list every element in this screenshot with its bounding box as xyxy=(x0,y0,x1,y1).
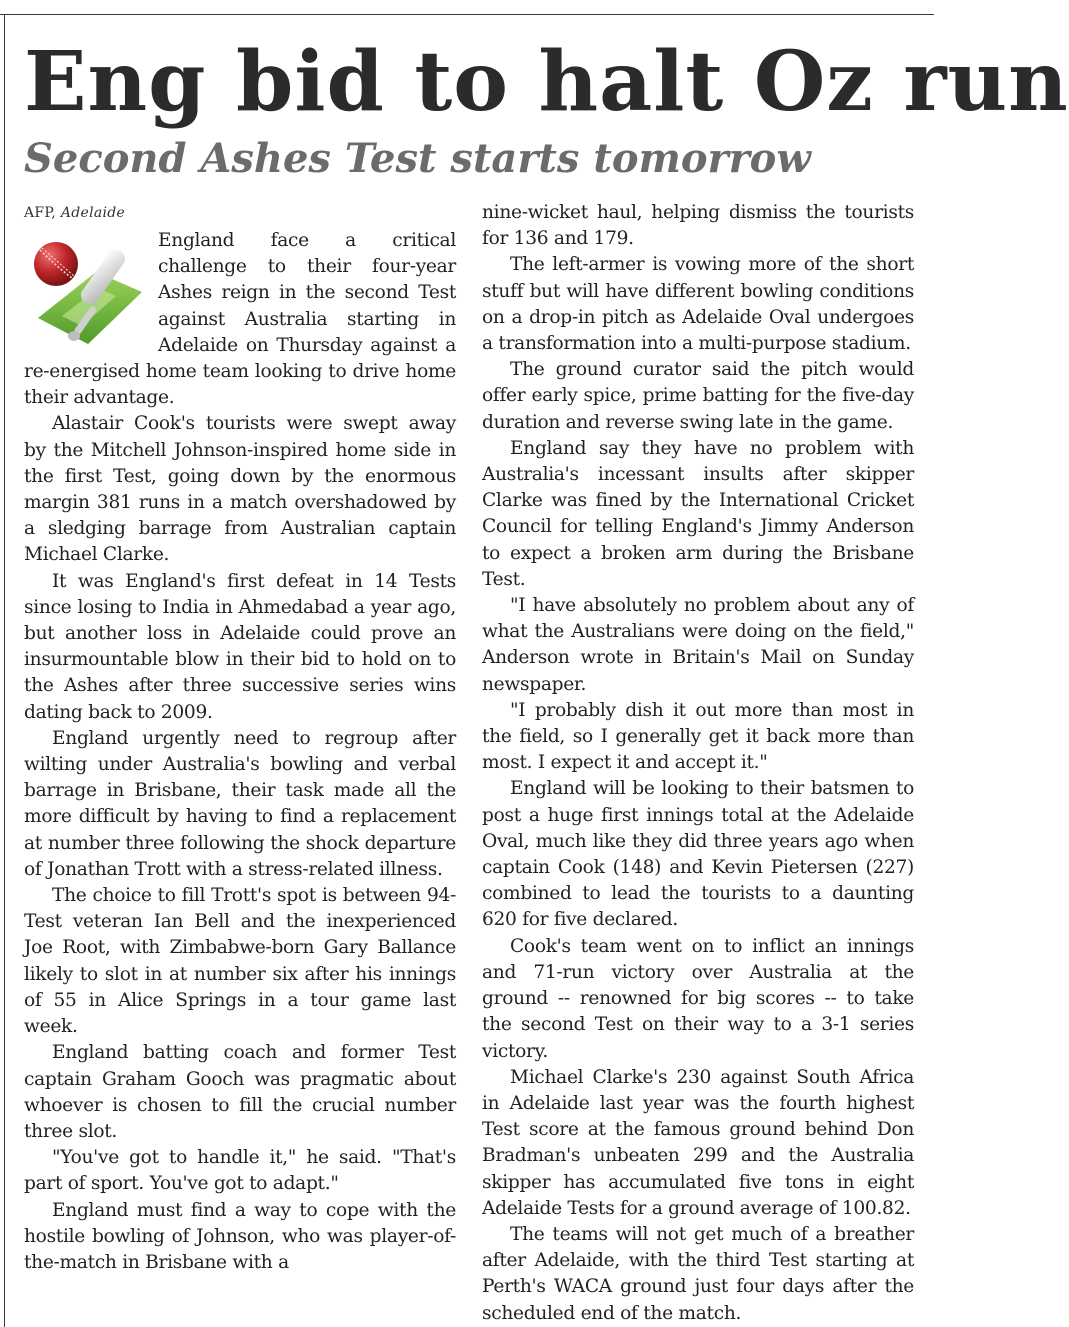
article-paragraph: "You've got to handle it," he said. "That's part of sport. You've got to adapt." xyxy=(24,1147,456,1195)
cricket-ball-bat-icon xyxy=(24,232,148,352)
article-paragraph: England must find a way to cope with the hostile bowling of Johnson, who was player-of-the-match in Brisbane with a xyxy=(24,1199,456,1273)
headline: Eng bid to halt Oz run xyxy=(24,34,1069,130)
article-paragraph: Michael Clarke's 230 against South Africa in Adelaide last year was the fourth highest Test score at the famous ground behind Don Bradman's unbeaten 299 and the Australia skipper has accumulated five tons in eight Adelaide Tests for a ground average of 100.82. xyxy=(482,1066,914,1219)
article-paragraph: "I probably dish it out more than most in the field, so I generally get it back more than most. I expect it and accept it." xyxy=(482,699,914,774)
byline xyxy=(24,200,456,226)
article-paragraph-continuation: nine-wicket haul, helping dismiss the tourists for 136 and 179. xyxy=(482,202,914,250)
byline-dateline: Adelaide xyxy=(60,205,126,221)
cricket-ball-shape xyxy=(34,242,78,286)
subheadline: Second Ashes Test starts tomorrow xyxy=(24,135,811,182)
article-paragraph: The teams will not get much of a breather after Adelaide, with the third Test starting at Perth's WACA ground just four days after the scheduled end of the match. xyxy=(482,1223,914,1324)
article-paragraph: Alastair Cook's tourists were swept away by the Mitchell Johnson-inspired home side in the first Test, going down by the enormous margin 381 runs in a match overshadowed by a sledging barrage from Australian captain Michael Clarke. xyxy=(24,413,456,566)
article-paragraph: England batting coach and former Test captain Graham Gooch was pragmatic about whoever is chosen to fill the crucial number three slot. xyxy=(24,1042,456,1142)
article-paragraph: It was England's first defeat in 14 Tests since losing to India in Ahmedabad a year ago, but another loss in Adelaide could prove an insurmountable blow in their bid to hold on to the Ashes after three successive series wins dating back to 2009. xyxy=(24,570,456,723)
article-paragraph: England will be looking to their batsmen to post a huge first innings total at the Adelaide Oval, much like they did three years ago when captain Cook (148) and Kevin Pietersen (227) combined to lead the tourists to a daunting 620 for five declared. xyxy=(482,778,914,931)
top-border-rule xyxy=(0,14,934,15)
article-paragraph: England urgently need to regroup after wilting under Australia's bowling and verbal barrage in Brisbane, their task made all the more difficult by having to find a replacement at number three following the shock departure of Jonathan Trott with a stress-related illness. xyxy=(24,727,456,880)
article-paragraph: "I have absolutely no problem about any of what the Australians were doing on the field," Anderson wrote in Britain's Mail on Sunday newspaper. xyxy=(482,595,914,695)
left-border-rule xyxy=(4,14,5,1327)
byline-agency: AFP, xyxy=(24,205,57,221)
article-paragraph: The ground curator said the pitch would offer early spice, prime batting for the five-day duration and reverse swing late in the game. xyxy=(482,359,914,433)
article-paragraph: England face a critical challenge to their four-year Ashes reign in the second Test against Australia starting in Adelaide on Thursday against a re-energised home team looking to drive home their advantage. xyxy=(24,230,456,409)
article-paragraph: England say they have no problem with Australia's incessant insults after skipper Clarke was fined by the International Cricket Council for telling England's Jimmy Anderson to expect a broken arm during the Brisbane Test. xyxy=(482,437,914,590)
article-paragraph: Cook's team went on to inflict an innings and 71-run victory over Australia at the ground -- renowned for big scores -- to take the second Test on their way to a 3-1 series victory. xyxy=(482,935,914,1062)
article-paragraph: The left-armer is vowing more of the short stuff but will have different bowling conditions on a drop-in pitch as Adelaide Oval undergoes a transformation into a multi-purpose stadium. xyxy=(482,254,914,355)
left-column xyxy=(24,200,456,1276)
article-paragraph: The choice to fill Trott's spot is between 94-Test veteran Ian Bell and the inexperienced Joe Root, with Zimbabwe-born Gary Ballance likely to slot in at number six after his innings of 55 in Alice Springs in a tour game last week. xyxy=(24,885,456,1038)
right-column xyxy=(482,200,914,1327)
